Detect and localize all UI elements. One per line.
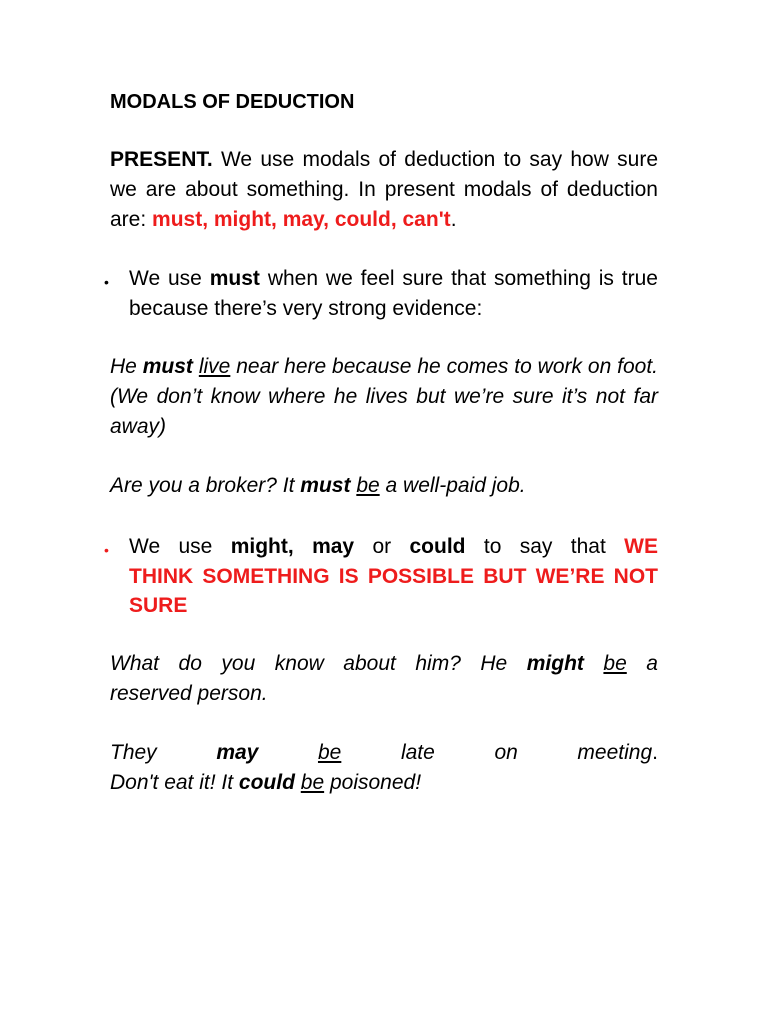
example4-on: on [494, 741, 518, 764]
example-might-be [110, 649, 658, 709]
example4-they: They [110, 741, 157, 764]
bullet2-we: WE [624, 535, 658, 558]
example1-t2: near here because he comes to work on foot. (We don’t know where he lives but we’re sure it’s not far away) [110, 355, 659, 438]
bullet2-t2: to say that [483, 535, 606, 558]
page-title: MODALS OF DEDUCTION [110, 91, 355, 113]
present-paragraph [110, 145, 658, 235]
example-must-live [110, 352, 658, 442]
bullet-must-t1: We use [129, 267, 202, 290]
example4-meeting-wrap [577, 741, 658, 764]
example4-period: . [652, 741, 658, 764]
example4-line1 [110, 738, 658, 768]
bullet-must-t2: when we feel sure that something is true because there’s very strong evidence: [129, 267, 658, 320]
example-may-could [110, 738, 658, 798]
example4-be: be [317, 741, 342, 764]
example-must-be [110, 471, 658, 501]
example4-be2: be [300, 771, 325, 794]
bullet-must-keyword: must [209, 267, 260, 290]
example4-l2b: poisoned! [329, 771, 422, 794]
bullet2-t1: We use [129, 535, 213, 558]
bullet-might-text [129, 532, 658, 621]
example4-line2 [110, 768, 658, 798]
example4-l2a: Don't eat it! It [110, 771, 234, 794]
present-label: PRESENT. [110, 148, 213, 171]
example4-could: could [238, 771, 295, 794]
example3-t3: reserved person. [110, 682, 268, 705]
example3-be: be [603, 652, 627, 675]
present-modals-list: must, might, may, could, can't [152, 208, 451, 231]
example1-live: live [198, 355, 231, 378]
present-period: . [450, 208, 457, 231]
example3-t1: What do you know about him? He [110, 652, 508, 675]
bullet2-line1 [129, 532, 658, 562]
bullet2-caps-line2: THINK SOMETHING IS POSSIBLE BUT WE’RE NOT [129, 564, 658, 588]
example2-be: be [356, 474, 380, 497]
bullet2-or: or [372, 535, 392, 558]
bullet-dot-icon: • [104, 542, 109, 558]
example3-t2: a [646, 652, 658, 675]
example2-t1: Are you a broker? It [110, 474, 295, 497]
bullet2-may: may [312, 535, 355, 558]
example2-must: must [300, 474, 351, 497]
example4-late: late [400, 741, 435, 764]
example4-meeting: meeting [577, 741, 653, 764]
example2-t2: a well-paid job. [385, 474, 526, 497]
example1-must: must [142, 355, 193, 378]
bullet-must-text [129, 264, 658, 324]
present-text: We use modals of deduction to say how sure we are about something. In present modals of deduction are: [110, 148, 658, 231]
bullet2-might: might, [230, 535, 294, 558]
example4-may: may [216, 741, 259, 764]
bullet2-could: could [409, 535, 466, 558]
example1-t1: He [110, 355, 137, 378]
example3-might: might [526, 652, 584, 675]
bullet2-caps-line3: SURE [129, 594, 188, 617]
example3-line1 [110, 649, 658, 679]
bullet-dot-icon: • [104, 274, 109, 290]
